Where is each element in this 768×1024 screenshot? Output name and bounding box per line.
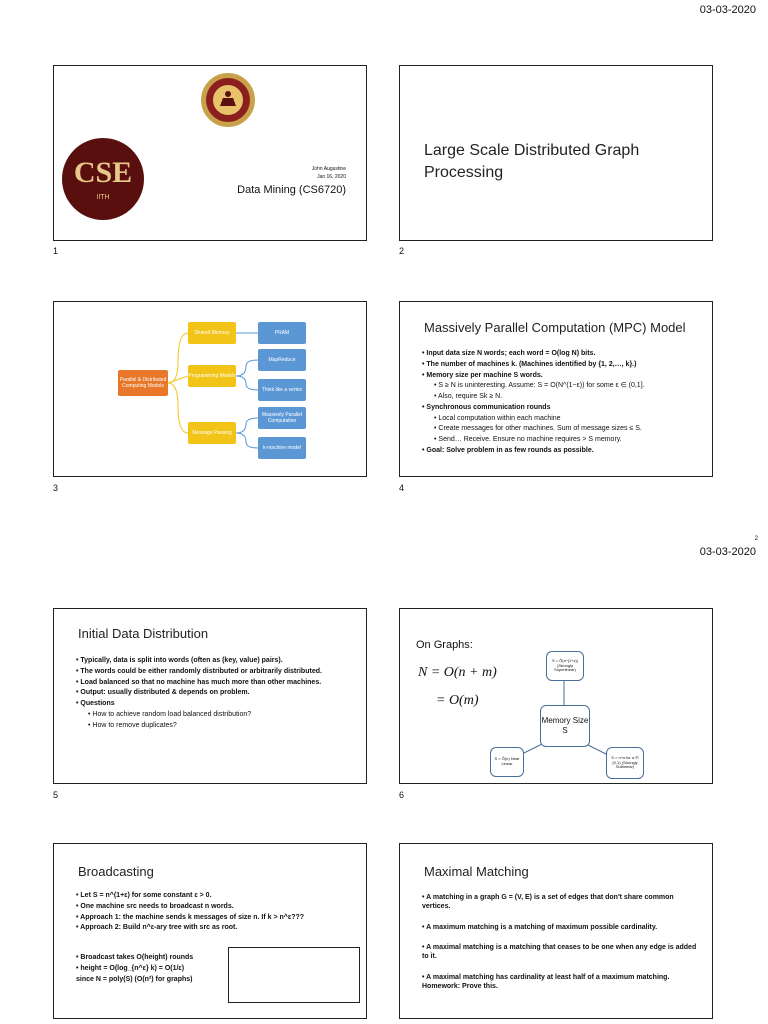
cse-logo-sub: IITH [96, 194, 110, 201]
root-node: Parallel & Distributed Computing Models [118, 370, 168, 396]
slide-date: Jan 16, 2020 [317, 174, 346, 180]
bullet: • The words could be either randomly distributed or arbitrarily distributed. [76, 667, 322, 675]
slide-title: Massively Parallel Computation (MPC) Model [424, 320, 686, 335]
leaf-node: k-machine model [258, 437, 306, 459]
mid-node: Shared Memory [188, 322, 236, 344]
slide-number: 1 [53, 246, 59, 256]
leaf-node: PRAM [258, 322, 306, 344]
bullet: • Memory size per machine S words. [422, 371, 543, 379]
page-date: 03-03-2020 [699, 546, 756, 558]
node-right: S = n^α for α ∈ (0,1) (Strongly Sublinear) [606, 747, 644, 779]
bullet: • The number of machines k. (Machines identified by {1, 2,…, k}.) [422, 360, 637, 368]
bullet: • Broadcast takes O(height) rounds [76, 954, 194, 961]
bullet: • A maximum matching is a matching of maximum possible cardinality. [422, 923, 658, 931]
graph-edges [400, 609, 713, 784]
cse-logo [62, 138, 144, 220]
slide-title: Initial Data Distribution [78, 626, 209, 641]
cse-logo-text: CSE [73, 156, 133, 189]
sub-bullet: • How to remove duplicates? [88, 721, 177, 729]
sub-bullet: • Create messages for other machines. Sum of message sizes ≤ S. [434, 425, 642, 433]
node-left: S = Õ(n) Near Linear [490, 747, 524, 777]
slide-number: 6 [399, 790, 405, 800]
slide-title: Broadcasting [78, 864, 154, 879]
bullet: • One machine src needs to broadcast n words. [76, 902, 234, 910]
iit-seal-logo [200, 72, 256, 128]
leaf-node: Massively Parallel Computation [258, 407, 306, 429]
slide-6 [399, 608, 713, 784]
bullet: • Input data size N words; each word = O(log N) bits. [422, 350, 596, 357]
slide-number: 5 [53, 790, 59, 800]
bullet: • Let S = n^(1+ε) for some constant ε > 0. [76, 892, 212, 899]
bullet-list [422, 894, 702, 993]
bullet: • Approach 2: Build n^ε-ary tree with src as root. [76, 924, 238, 932]
slide-8 [399, 843, 713, 1019]
bullet-list [422, 350, 702, 458]
empty-box [228, 947, 360, 1003]
slide-number: 4 [399, 483, 405, 493]
leaf-node: MapReduce [258, 349, 306, 371]
page-mark: 2 [754, 536, 758, 542]
page-date: 03-03-2020 [699, 4, 756, 16]
sub-bullet: • How to achieve random load balanced distribution? [88, 710, 252, 718]
slide-number: 2 [399, 246, 405, 256]
bullet-list [76, 657, 356, 732]
mid-node: Programming Models [188, 365, 236, 387]
slide-1 [53, 65, 367, 241]
slide-7 [53, 843, 367, 1019]
author: John Augustine [311, 166, 346, 172]
slide-title: On Graphs: [416, 639, 473, 651]
slide-4 [399, 301, 713, 477]
mid-node: Message Passing [188, 422, 236, 444]
sub-bullet: • Send… Receive. Ensure no machine requires > S memory. [434, 436, 622, 443]
sub-bullet: • Also, require Sk ≥ N. [434, 393, 503, 400]
node-center: Memory Size S [540, 705, 590, 747]
bullet: • Questions [76, 700, 115, 707]
bullet: • A maximal matching has cardinality at least half of a maximum matching. Homework: Prove this. [422, 973, 670, 990]
equation: = O(m) [436, 693, 479, 708]
bullet: • Approach 1: the machine sends k messages of size n. If k > n^ε??? [76, 913, 305, 921]
leaf-node: Think like a vertex [258, 379, 306, 401]
slide-2 [399, 65, 713, 241]
bullet: • Load balanced so that no machine has much more than other machines. [76, 678, 322, 686]
bullet: • Goal: Solve problem in as few rounds as possible. [422, 446, 594, 454]
bullet: • Typically, data is split into words (often as (key, value) pairs). [76, 657, 283, 664]
bullet: • A matching in a graph G = (V, E) is a set of edges that don't share common vertices. [422, 894, 674, 910]
bullet: • A maximal matching is a matching that ceases to be one when any edge is added to it. [422, 944, 697, 960]
bullet-list [76, 892, 366, 935]
course-title: Data Mining (CS6720) [237, 184, 346, 196]
slide-3 [53, 301, 367, 477]
slide-number: 3 [53, 483, 59, 493]
bullet: since N = poly(S) (O(n²) for graphs) [76, 975, 193, 983]
slide-title: Large Scale Distributed Graph Processing [424, 142, 640, 181]
equation: N = O(n + m) [418, 665, 497, 680]
slide-title: Maximal Matching [424, 864, 529, 879]
bullet: • height = O(log_{n^ε} k) = O(1/ε) [76, 964, 185, 972]
slide-5 [53, 608, 367, 784]
sub-bullet: • S ≥ N is uninteresting. Assume: S = O(N^(1−ε)) for some ε ∈ (0,1]. [434, 382, 645, 390]
node-top: S = Õ(n^(1+ε)) (Strongly Superlinear) [546, 651, 584, 681]
bullet-list [76, 954, 226, 986]
bullet: • Output: usually distributed & depends on problem. [76, 689, 250, 697]
sub-bullet: • Local computation within each machine [434, 414, 561, 422]
bullet: • Synchronous communication rounds [422, 403, 551, 411]
